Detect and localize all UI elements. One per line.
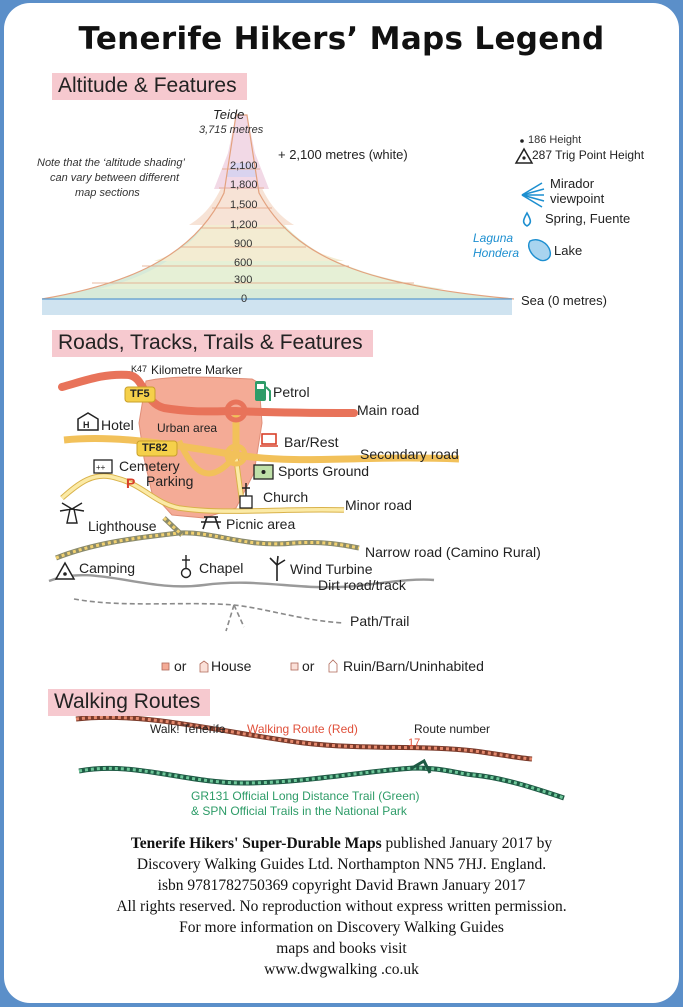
chapel-label: Chapel <box>199 560 244 576</box>
peak-name: Teide <box>213 107 245 122</box>
footer-published: published January 2017 by <box>381 835 553 852</box>
footer-line-1 <box>4 835 679 853</box>
lake-label: Lake <box>554 243 583 258</box>
route-number: 17 <box>408 737 421 749</box>
section-heading-roads: Roads, Tracks, Trails & Features <box>52 330 373 357</box>
level-900: 900 <box>234 238 253 250</box>
petrol-label: Petrol <box>273 384 310 400</box>
parking-icon: P <box>126 475 136 491</box>
route-number-label: Route number <box>414 722 491 736</box>
path-trail-label: Path/Trail <box>350 613 410 629</box>
spring-label: Spring, Fuente <box>545 211 631 226</box>
page-title: Tenerife Hikers’ Maps Legend <box>78 21 605 57</box>
cemetery-label: Cemetery <box>119 458 180 474</box>
lighthouse-icon <box>60 503 84 523</box>
mirador-label-1: Mirador <box>550 176 595 191</box>
section-heading-altitude: Altitude & Features <box>52 73 247 100</box>
house-square-icon <box>162 663 169 670</box>
or-ruin-label: or <box>302 658 315 674</box>
chapel-icon <box>182 555 191 578</box>
picnic-icon <box>201 517 221 529</box>
level-300: 300 <box>234 274 253 286</box>
footer-line-5: For more information on Discovery Walking Guides <box>179 919 504 936</box>
section-heading-walking: Walking Routes <box>48 689 210 716</box>
minor-road-label: Minor road <box>345 497 412 513</box>
svg-text:++: ++ <box>96 463 106 472</box>
lighthouse-label: Lighthouse <box>88 518 157 534</box>
laguna-label-2: Hondera <box>473 246 520 260</box>
camping-label: Camping <box>79 560 136 576</box>
footer-line-4: All rights reserved. No reproduction without express written permission. <box>116 898 567 915</box>
legend-card <box>4 3 679 1003</box>
house-outline-icon <box>200 661 208 672</box>
level-1500: 1,500 <box>230 199 258 211</box>
ruin-outline-icon <box>329 660 337 672</box>
level-1200: 1,200 <box>230 219 258 231</box>
cemetery-icon <box>94 460 112 473</box>
hotel-icon <box>78 413 98 430</box>
spring-icon <box>524 213 531 226</box>
hotel-label: Hotel <box>101 417 134 433</box>
level-1800: 1,800 <box>230 179 258 191</box>
sports-ground-icon <box>254 465 273 479</box>
tf5-label: TF5 <box>130 388 150 400</box>
trig-point-label: 287 Trig Point Height <box>532 148 645 162</box>
gr-trail-label-1: GR131 Official Long Distance Trail (Green) <box>191 789 420 803</box>
ruin-label: Ruin/Barn/Uninhabited <box>343 658 484 674</box>
mirador-viewpoint-icon <box>522 183 544 207</box>
level-2100: 2,100 <box>230 160 258 172</box>
bar-rest-icon <box>260 434 278 446</box>
sea-label: Sea (0 metres) <box>521 293 607 308</box>
wind-turbine-label: Wind Turbine <box>290 561 373 577</box>
urban-area-label: Urban area <box>157 421 218 435</box>
footer-line-6: maps and books visit <box>276 940 407 957</box>
height-dot-icon <box>520 139 524 143</box>
altitude-note-line-1: Note that the ‘altitude shading’ <box>37 157 185 169</box>
laguna-label-1: Laguna <box>473 231 514 245</box>
house-label: House <box>211 658 252 674</box>
tf82-label: TF82 <box>142 442 168 454</box>
trig-point-icon <box>516 149 532 163</box>
svg-text:H: H <box>83 420 90 430</box>
camping-icon <box>56 563 74 579</box>
k47-label: K47 <box>131 364 148 374</box>
altitude-note-line-3: map sections <box>75 187 140 199</box>
wind-turbine-icon <box>270 556 285 581</box>
lake-icon <box>529 240 551 261</box>
ruin-square-icon <box>291 663 298 670</box>
path-trail <box>74 599 344 623</box>
km-marker-label: Kilometre Marker <box>151 363 243 377</box>
footer-website-link[interactable]: www.dwgwalking .co.uk <box>264 961 419 978</box>
picnic-label: Picnic area <box>226 516 296 532</box>
mirador-label-2: viewpoint <box>550 191 605 206</box>
bar-rest-label: Bar/Rest <box>284 434 339 450</box>
parking-label: Parking <box>146 473 194 489</box>
sports-ground-label: Sports Ground <box>278 463 370 479</box>
footer-line-2: Discovery Walking Guides Ltd. Northampton NN5 7HJ. England. <box>136 856 547 873</box>
altitude-note-line-2: can vary between different <box>50 172 180 184</box>
footer-line-3: isbn 9781782750369 copyright David Brawn January 2017 <box>157 877 526 894</box>
walking-route-red-label: Walking Route (Red) <box>247 722 358 736</box>
white-altitude-label: + 2,100 metres (white) <box>278 147 408 162</box>
level-0: 0 <box>241 293 248 305</box>
height-label: 186 Height <box>528 134 582 146</box>
walking-route-prefix: Walk! Tenerife <box>150 722 226 736</box>
dirt-road-label: Dirt road/track <box>318 577 406 593</box>
secondary-road-label: Secondary road <box>360 446 459 462</box>
narrow-road-label: Narrow road (Camino Rural) <box>365 544 541 560</box>
church-label: Church <box>263 489 309 505</box>
main-road-label: Main road <box>357 402 420 418</box>
altitude-mountain <box>42 115 514 315</box>
footer-title: Tenerife Hikers' Super-Durable Maps <box>130 835 382 852</box>
level-600: 600 <box>234 257 253 269</box>
gr-trail-label-2: & SPN Official Trails in the National Park <box>191 804 407 818</box>
petrol-icon <box>255 381 270 401</box>
peak-height: 3,715 metres <box>199 124 264 136</box>
or-house-label: or <box>174 658 187 674</box>
